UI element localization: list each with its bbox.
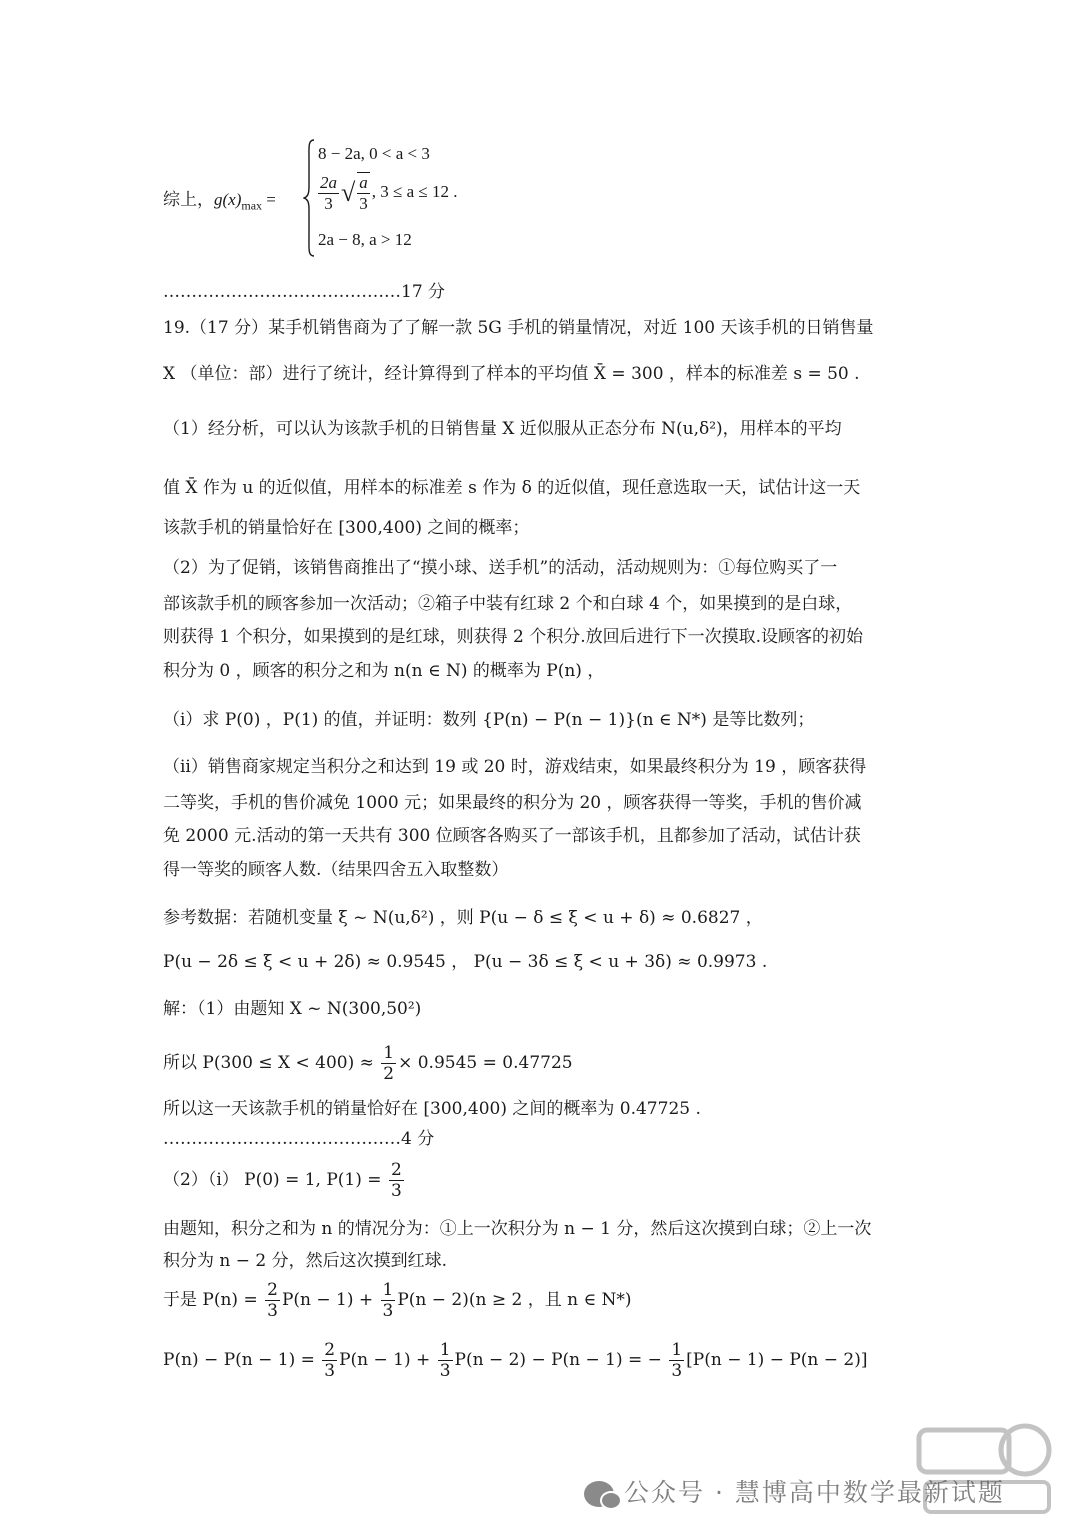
step6-f2-den: 3 <box>382 1301 394 1321</box>
reference-line2: P(u − 2δ ≤ ξ < u + 2δ) ≈ 0.9545 ， P(u − 3δ ≤ ξ < u + 3δ) ≈ 0.9973 . <box>163 952 768 972</box>
step7-f3-num: 1 <box>671 1340 683 1360</box>
sqrt-icon: √ <box>341 178 356 207</box>
step4-fraction <box>389 1160 404 1201</box>
step2-suffix: × 0.9545 = 0.47725 <box>398 1053 573 1073</box>
solution-step7 <box>163 1340 868 1381</box>
piecewise-brace-icon <box>303 139 315 257</box>
wechat-icon <box>584 1481 614 1507</box>
case2-sqrt-fraction <box>357 172 370 214</box>
step7-fraction-2 <box>438 1340 453 1381</box>
step7-c: P(n − 2) − P(n − 1) = − <box>454 1350 662 1370</box>
step7-fraction-3 <box>669 1340 684 1381</box>
step6-f1-den: 3 <box>267 1301 278 1321</box>
solution-step5-line1: 由题知，积分之和为 n 的情况分为：①上一次积分为 n − 1 分，然后这次摸到白球；②上一次 <box>163 1219 872 1239</box>
gmax-eq: = <box>262 190 276 209</box>
step7-d: [P(n − 1) − P(n − 2)] <box>686 1350 868 1370</box>
piecewise-case-1: 8 − 2a, 0 < a < 3 <box>318 144 430 163</box>
step7-f3-den: 3 <box>671 1361 683 1381</box>
step7-f1-den: 3 <box>324 1361 336 1381</box>
step6-f2-num: 1 <box>382 1280 394 1300</box>
step4-num: 2 <box>390 1160 402 1180</box>
solution-step3: 所以这一天该款手机的销量恰好在 [300,400) 之间的概率为 0.47725 . <box>163 1099 701 1119</box>
step2-den: 2 <box>383 1064 395 1084</box>
step6-b: P(n − 1) + <box>281 1290 374 1310</box>
score-4: ……………………………………4 分 <box>163 1129 435 1149</box>
step7-f2-num: 1 <box>439 1340 451 1360</box>
solution-step6 <box>163 1280 631 1321</box>
step6-fraction-1 <box>265 1280 280 1321</box>
case2-cond: , 3 ≤ a ≤ 12 . <box>371 181 458 201</box>
q19-part1-line2: 值 X̄ 作为 u 的近似值，用样本的标准差 s 作为 δ 的近似值，现任意选取一天，试估计这一天 <box>163 478 861 498</box>
solution-step2 <box>163 1043 573 1084</box>
solution-step5-line2: 积分为 n − 2 分，然后这次摸到红球. <box>163 1251 448 1271</box>
q19-part2-line4: 积分为 0 ，顾客的积分之和为 n(n ∈ N) 的概率为 P(n) ， <box>163 661 605 681</box>
step7-fraction-1 <box>322 1340 337 1381</box>
piecewise-case-3: 2a − 8, a > 12 <box>318 230 412 249</box>
solution-step1: 解：（1）由题知 X ~ N(300,50²) <box>163 999 422 1019</box>
q19-part1-line3: 该款手机的销量恰好在 [300,400) 之间的概率； <box>163 518 530 538</box>
q19-line2: X （单位：部）进行了统计，经计算得到了样本的平均值 X̄ = 300 ，样本的标准差 s = 50 . <box>163 364 860 384</box>
case2-sqrt-den: 3 <box>359 194 368 213</box>
q19-part-ii-line1: （ii）销售商家规定当积分之和达到 19 或 20 时，游戏结束，如果最终积分为 19 ，顾客获得 <box>163 757 867 777</box>
gmax-lhs: g(x) <box>214 190 242 209</box>
case2-sqrt-num: a <box>359 173 368 192</box>
score-17: ……………………………………17 分 <box>163 282 446 302</box>
step7-b: P(n − 1) + <box>339 1350 431 1370</box>
step6-a: 于是 P(n) = <box>163 1290 258 1310</box>
step7-a: P(n) − P(n − 1) = <box>163 1350 315 1370</box>
q19-part1-line1: （1）经分析，可以认为该款手机的日销售量 X 近似服从正态分布 N(u,δ²)，用样本的平均 <box>163 419 842 439</box>
step7-f1-num: 2 <box>324 1340 336 1360</box>
solution-step4 <box>163 1160 406 1201</box>
summary-prefix <box>163 187 276 218</box>
step6-c: P(n − 2)(n ≥ 2 ，且 n ∈ N*) <box>397 1290 632 1310</box>
step6-f1-num: 2 <box>267 1280 278 1300</box>
step7-f2-den: 3 <box>439 1361 451 1381</box>
summary-prefix-text: 综上， <box>163 190 214 210</box>
step6-fraction-2 <box>381 1280 396 1321</box>
piecewise-case-2 <box>316 172 458 214</box>
q19-part2-line2: 部该款手机的顾客参加一次活动；②箱子中装有红球 2 个和白球 4 个，如果摸到的是白球， <box>163 594 853 614</box>
q19-part-ii-line3: 免 2000 元.活动的第一天共有 300 位顾客各购买了一部该手机，且都参加了活动，试估计获 <box>163 826 861 846</box>
step4-den: 3 <box>390 1181 402 1201</box>
q19-part2-line3: 则获得 1 个积分，如果摸到的是红球，则获得 2 个积分.放回后进行下一次摸取.设顾客的初始 <box>163 627 864 647</box>
answer-logo-icon <box>915 1420 1055 1520</box>
q19-part-ii-line4: 得一等奖的顾客人数.（结果四舍五入取整数） <box>163 860 509 880</box>
case2-fraction <box>318 173 339 214</box>
step4-prefix: （2）（i） P(0) = 1, P(1) = <box>163 1170 382 1190</box>
q19-part2-line1: （2）为了促销，该销售商推出了“摸小球、送手机”的活动，活动规则为：①每位购买了一 <box>163 558 838 578</box>
step2-prefix: 所以 P(300 ≤ X < 400) ≈ <box>163 1053 374 1073</box>
q19-part-ii-line2: 二等奖，手机的售价减免 1000 元；如果最终的积分为 20 ，顾客获得一等奖，手机的售价减 <box>163 793 862 813</box>
q19-line1: 19.（17 分）某手机销售商为了了解一款 5G 手机的销量情况，对近 100 天该手机的日销售量 <box>163 318 874 338</box>
watermark-text: 公众号 · 慧博高中数学最新试题 <box>624 1478 1005 1507</box>
case2-num: 2a <box>320 172 337 192</box>
reference-line1: 参考数据：若随机变量 ξ ~ N(u,δ²) ，则 P(u − δ ≤ ξ < u + δ) ≈ 0.6827 ， <box>163 908 763 928</box>
step2-fraction <box>381 1043 396 1084</box>
gmax-sub: max <box>241 198 263 213</box>
step2-num: 1 <box>383 1043 395 1063</box>
q19-part-i: （i）求 P(0) ，P(1) 的值，并证明：数列 {P(n) − P(n − 1)}(n ∈ N*) 是等比数列； <box>163 710 815 730</box>
case2-den: 3 <box>324 193 333 213</box>
